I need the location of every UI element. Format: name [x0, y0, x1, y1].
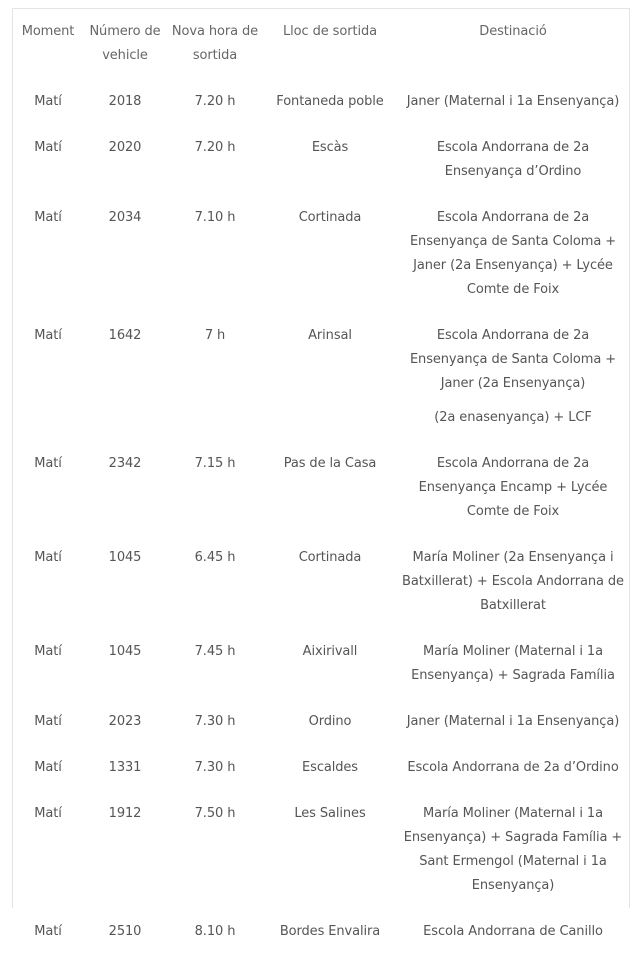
cell-destination [397, 640, 629, 710]
cell-place: Escaldes [302, 760, 358, 775]
table-row [13, 452, 629, 546]
destination-extra-text: (2a enasenyança) + LCF [434, 410, 592, 425]
cell-destination [397, 206, 629, 324]
cell-time: 7.20 h [194, 140, 236, 155]
cell-vehicle: 2342 [108, 456, 142, 471]
cell-place: Les Salines [294, 806, 366, 821]
cell-vehicle: 2023 [108, 714, 142, 729]
cell-destination [397, 452, 629, 546]
cell-time: 7.30 h [194, 714, 236, 729]
cell-vehicle: 1642 [108, 328, 142, 343]
destination-text: María Moliner (2a Ensenyança i Batxillerat) + Escola Andorrana de Batxillerat [402, 550, 624, 613]
cell-time: 7.45 h [194, 644, 236, 659]
table-row [13, 710, 629, 756]
cell-place: Fontaneda poble [276, 94, 384, 109]
cell-destination [397, 136, 629, 206]
cell-destination [397, 710, 629, 756]
table-row [13, 920, 629, 966]
destination-text: Escola Andorrana de 2a Ensenyança d’Ordino [436, 140, 590, 179]
table-header-row [13, 20, 629, 90]
destination-text: María Moliner (Maternal i 1a Ensenyança) + Sagrada Família [411, 644, 615, 683]
destination-text: Janer (Maternal i 1a Ensenyança) [406, 94, 620, 109]
header-vehicle: Número de vehicle [89, 24, 161, 63]
cell-vehicle: 2018 [108, 94, 142, 109]
table-row [13, 90, 629, 136]
cell-time: 8.10 h [194, 924, 236, 939]
destination-text: Escola Andorrana de 2a Ensenyança de Santa Coloma + Janer (2a Ensenyança) [409, 328, 617, 391]
destination-text: Escola Andorrana de 2a Ensenyança de Santa Coloma + Janer (2a Ensenyança) + Lycée Comte de Foix [409, 210, 617, 297]
cell-place: Escàs [311, 140, 349, 155]
cell-vehicle: 1045 [108, 550, 142, 565]
destination-text: Escola Andorrana de 2a d’Ordino [407, 760, 619, 775]
destination-text: Janer (Maternal i 1a Ensenyança) [406, 714, 620, 729]
cell-time: 7.30 h [194, 760, 236, 775]
cell-vehicle: 2510 [108, 924, 142, 939]
cell-time: 7 h [204, 328, 226, 343]
cell-destination [397, 324, 629, 452]
cell-moment: Matí [34, 644, 62, 659]
cell-destination [397, 90, 629, 136]
cell-moment: Matí [34, 550, 62, 565]
cell-destination [397, 756, 629, 802]
destination-text: Escola Andorrana de 2a Ensenyança Encamp + Lycée Comte de Foix [418, 456, 608, 519]
cell-place: Cortinada [298, 550, 362, 565]
cell-moment: Matí [34, 140, 62, 155]
header-destination: Destinació [479, 24, 547, 39]
bus-schedule-table [13, 20, 629, 966]
cell-moment: Matí [34, 806, 62, 821]
cell-time: 7.50 h [194, 806, 236, 821]
cell-moment: Matí [34, 714, 62, 729]
cell-moment: Matí [34, 924, 62, 939]
header-moment: Moment [21, 24, 75, 39]
cell-place: Pas de la Casa [283, 456, 377, 471]
cell-moment: Matí [34, 760, 62, 775]
table-row [13, 136, 629, 206]
cell-vehicle: 1045 [108, 644, 142, 659]
cell-vehicle: 1331 [108, 760, 142, 775]
destination-text: María Moliner (Maternal i 1a Ensenyança) + Sagrada Família + Sant Ermengol (Maternal i 1a Ensenyança) [403, 806, 623, 893]
header-time: Nova hora de sortida [171, 24, 259, 63]
cell-time: 6.45 h [194, 550, 236, 565]
table-row [13, 640, 629, 710]
cell-place: Ordino [308, 714, 352, 729]
cell-moment: Matí [34, 94, 62, 109]
cell-vehicle: 1912 [108, 806, 142, 821]
cell-moment: Matí [34, 456, 62, 471]
table-row [13, 756, 629, 802]
destination-text: Escola Andorrana de Canillo [423, 924, 603, 939]
cell-time: 7.10 h [194, 210, 236, 225]
table-row [13, 206, 629, 324]
cell-destination [397, 920, 629, 966]
cell-destination [397, 546, 629, 640]
cell-time: 7.20 h [194, 94, 236, 109]
table-row [13, 324, 629, 452]
cell-place: Arinsal [308, 328, 352, 343]
cell-place: Bordes Envalira [279, 924, 381, 939]
cell-moment: Matí [34, 210, 62, 225]
cell-place: Aixirivall [302, 644, 358, 659]
cell-vehicle: 2034 [108, 210, 142, 225]
table-row [13, 802, 629, 920]
table-body [13, 90, 629, 966]
header-place: Lloc de sortida [283, 24, 377, 39]
cell-moment: Matí [34, 328, 62, 343]
cell-vehicle: 2020 [108, 140, 142, 155]
cell-place: Cortinada [298, 210, 362, 225]
table-row [13, 546, 629, 640]
cell-time: 7.15 h [194, 456, 236, 471]
cell-destination [397, 802, 629, 920]
